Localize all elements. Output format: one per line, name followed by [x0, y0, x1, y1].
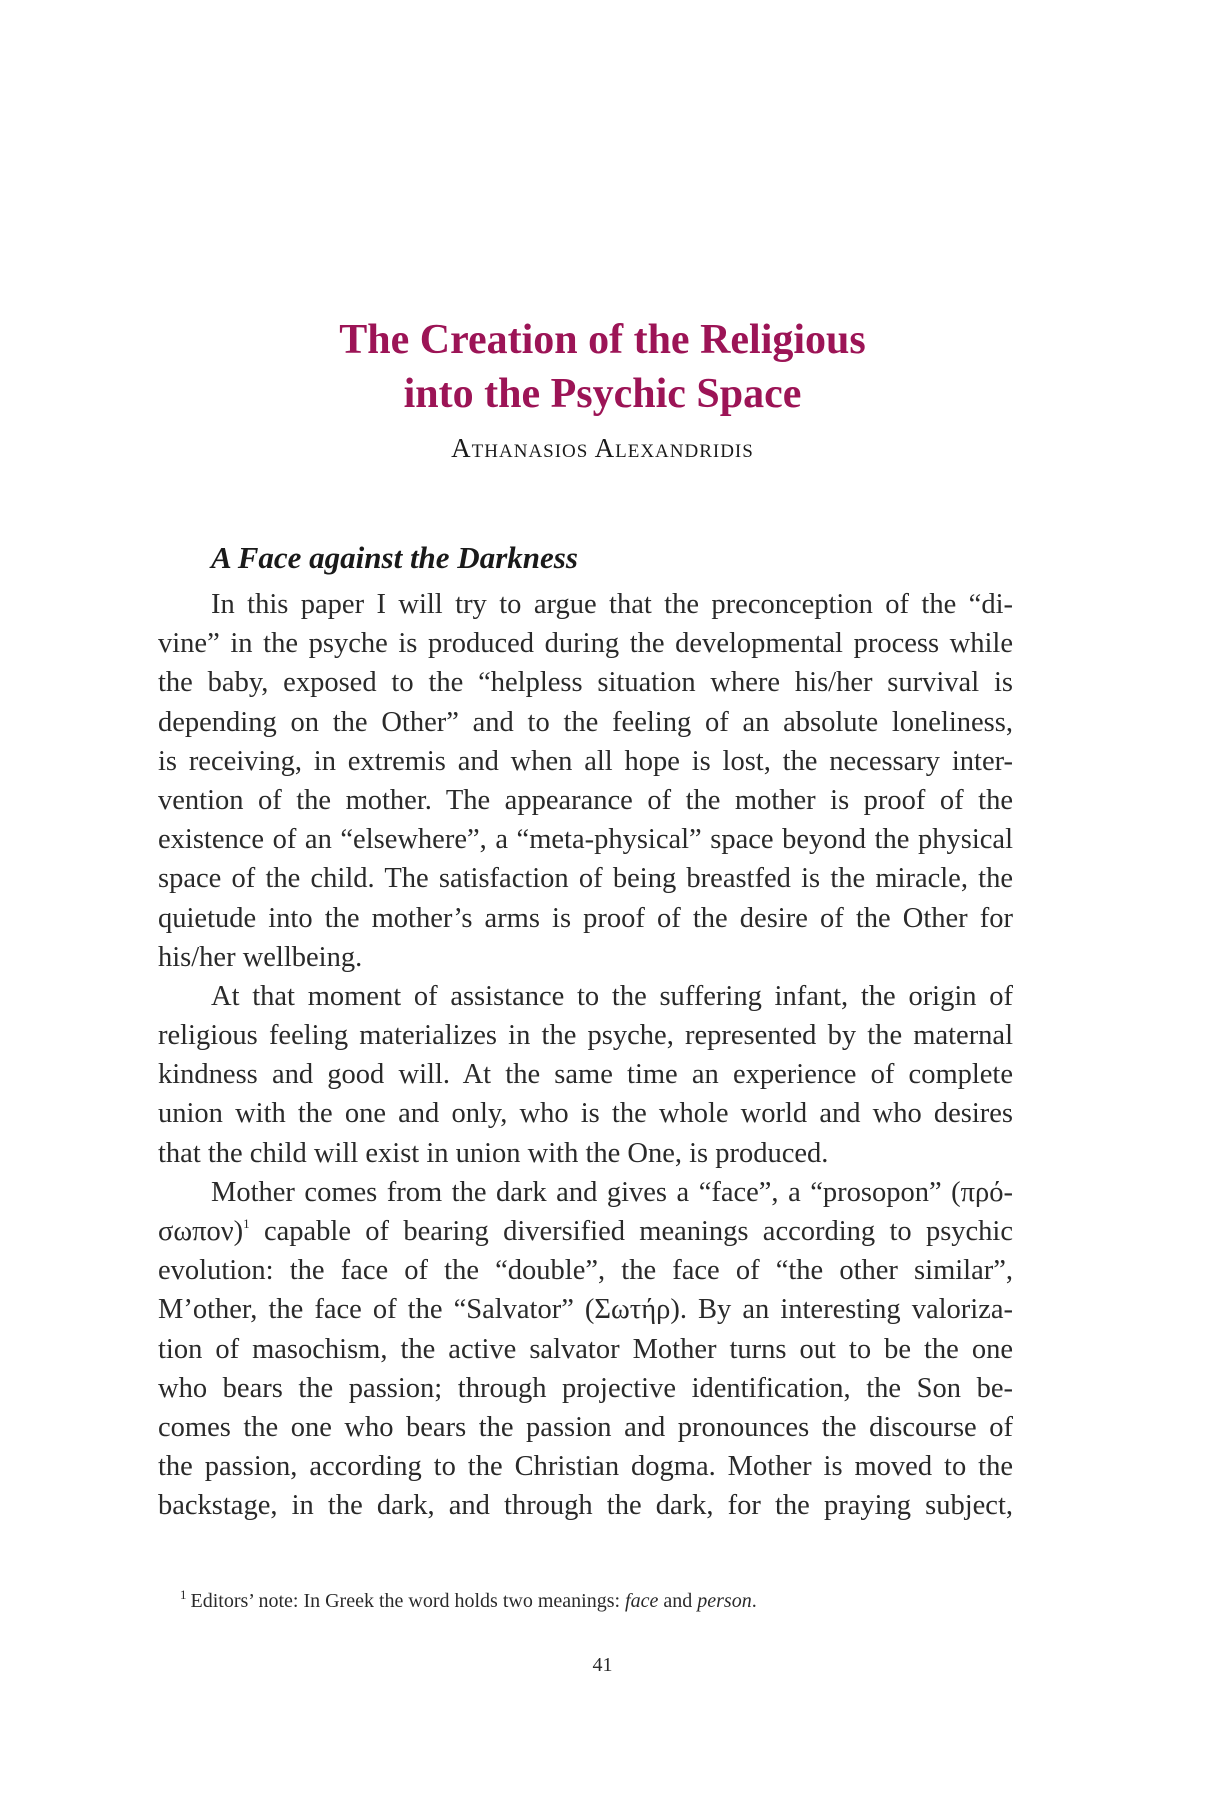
body-line-rest: capable of bearing diversified meanings according to psychic — [263, 1216, 1014, 1247]
body-line: vine” in the psyche is produced during the developmental process while — [158, 628, 1013, 660]
body-text — [158, 585, 1013, 1526]
footnote — [180, 1587, 757, 1613]
body-line: his/her wellbeing. — [158, 941, 363, 973]
body-line: M’other, the face of the “Salvator” (Σωτήρ). By an interesting valoriza- — [158, 1294, 1013, 1326]
body-line: In this paper I will try to argue that the preconception of the “di- — [211, 589, 1013, 620]
body-line: union with the one and only, who is the whole world and who desires — [158, 1098, 1013, 1130]
footnote-marker: 1 — [180, 1587, 187, 1602]
body-line: kindness and good will. At the same time an experience of complete — [158, 1059, 1013, 1091]
body-line: depending on the Other” and to the feeling of an absolute loneliness, — [158, 706, 1013, 738]
greek-prefix: σωπον) — [158, 1216, 244, 1247]
body-line: backstage, in the dark, and through the dark, for the praying subject, — [158, 1490, 1013, 1522]
body-line: vention of the mother. The appearance of the mother is proof of the — [158, 784, 1013, 816]
footnote-text-end: . — [751, 1590, 757, 1612]
body-line: the baby, exposed to the “helpless situation where his/her survival is — [158, 667, 1013, 699]
footnote-text: Editors’ note: In Greek the word holds two meanings: — [190, 1590, 626, 1612]
body-line: evolution: the face of the “double”, the face of “the other similar”, — [158, 1255, 1013, 1287]
footnote-ref-marker: 1 — [243, 1216, 250, 1231]
author-name: Athanasios Alexandridis — [451, 433, 754, 463]
body-line: existence of an “elsewhere”, a “meta-physical” space beyond the physical — [158, 824, 1013, 856]
footnote-text-mid: and — [658, 1590, 698, 1612]
body-line: space of the child. The satisfaction of being breastfed is the miracle, the — [158, 863, 1013, 895]
body-line-with-footnote — [158, 1212, 1013, 1251]
body-line: At that moment of assistance to the suffering infant, the origin of — [211, 980, 1013, 1012]
footnote-italic-face: face — [625, 1590, 659, 1612]
body-line: tion of masochism, the active salvator Mother turns out to be the one — [158, 1333, 1013, 1365]
body-line: that the child will exist in union with the One, is produced. — [158, 1137, 829, 1169]
body-line: Mother comes from the dark and gives a “face”, a “prosopon” (πρό- — [211, 1176, 1013, 1208]
title-line-2: into the Psychic Space — [403, 371, 802, 417]
body-line: is receiving, in extremis and when all hope is lost, the necessary inter- — [158, 745, 1013, 777]
body-line: quietude into the mother’s arms is proof of the desire of the Other for — [158, 902, 1013, 934]
body-line: who bears the passion; through projective identification, the Son be- — [158, 1372, 1013, 1404]
title-line-1: The Creation of the Religious — [339, 317, 866, 363]
section-heading: A Face against the Darkness — [211, 540, 578, 575]
body-line: religious feeling materializes in the psyche, represented by the maternal — [158, 1020, 1013, 1052]
footnote-italic-person: person — [697, 1590, 752, 1612]
body-line: the passion, according to the Christian dogma. Mother is moved to the — [158, 1451, 1013, 1483]
page-number: 41 — [592, 1654, 613, 1676]
body-line: comes the one who bears the passion and pronounces the discourse of — [158, 1411, 1013, 1443]
